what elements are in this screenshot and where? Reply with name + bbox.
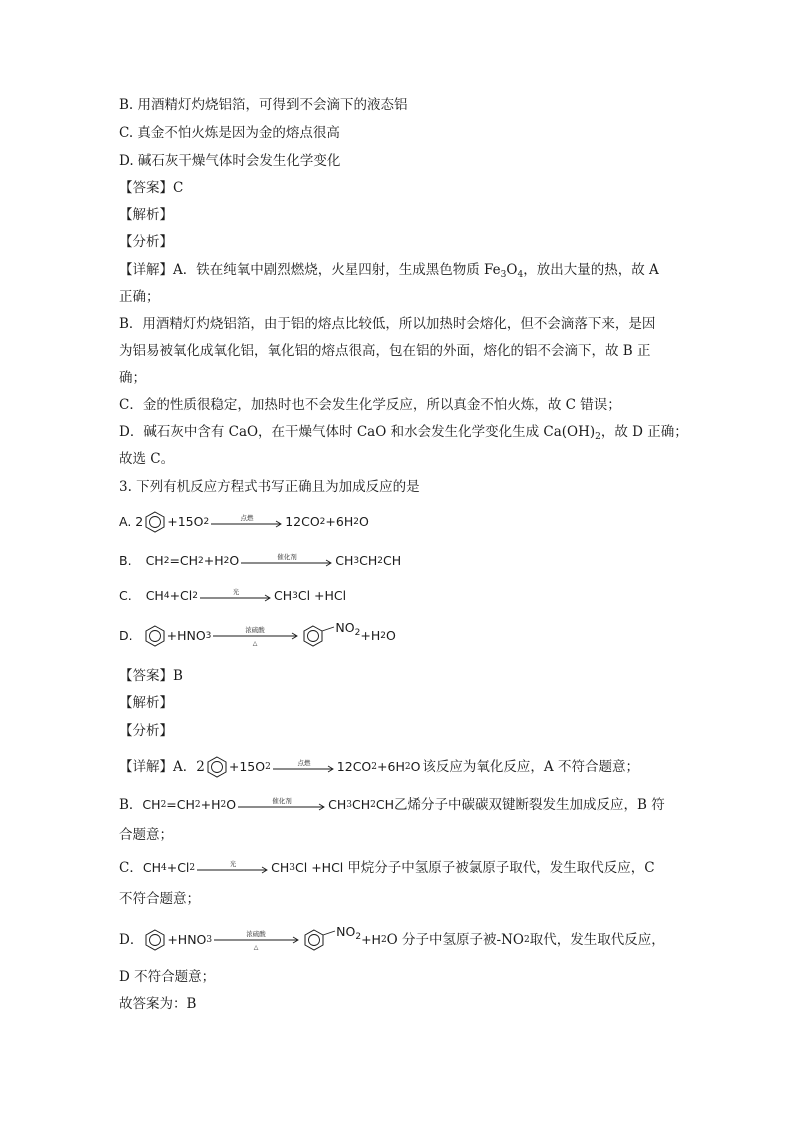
answer-value: C	[173, 180, 184, 196]
reaction-condition: 催化剂	[272, 797, 292, 805]
nitro-group	[335, 619, 360, 637]
benzene-ring-icon	[143, 625, 167, 647]
nitrobenzene-ring-icon	[302, 928, 336, 952]
reactant: +H	[200, 797, 221, 812]
q3-detail-c-line2: 不符合题意；	[119, 891, 200, 907]
detail-label: C．	[119, 860, 143, 876]
reaction-arrow-icon	[198, 586, 274, 606]
detail-d-text: O 分子中氢原子被-NO	[386, 932, 524, 948]
reaction-condition: 点燃	[240, 514, 254, 522]
q2-detail-a	[119, 261, 659, 279]
q3-detail-b: B． CH 2 =CH 2 +H 2 O 催化剂 CH 3 CH 2 CH 乙烯分子中碳碳双键断裂发生加成反应，B 符	[119, 797, 665, 813]
product: 12CO	[336, 759, 372, 774]
q3-detail-b-line2: 合题意；	[119, 827, 173, 843]
answer-value: B	[173, 668, 183, 684]
q2-jiexi-tag: 【解析】	[119, 207, 173, 223]
product: CH	[351, 797, 371, 812]
reaction-arrow-icon	[239, 551, 335, 571]
detail-d-post: ，故 D 正确；	[600, 424, 688, 440]
reactant: CH	[142, 860, 161, 875]
q2-detail-b-line3: 确；	[119, 370, 146, 386]
reaction-condition: 浓硫酸	[245, 626, 266, 634]
sub: 2	[595, 432, 601, 442]
q3-option-a: A. 2 +15O 2 点燃 12CO 2 +6H 2 O	[119, 511, 369, 533]
product2: +6H	[325, 514, 354, 529]
q3-detail-c: C． CH 4 +Cl 2 光 CH 3 Cl +HCl 甲烷分子中氢原子被氯原子取代，发生取代反应，C	[119, 860, 655, 876]
reaction-condition-heat: △	[253, 944, 259, 951]
reaction-arrow-icon	[209, 512, 285, 532]
product: O	[410, 759, 421, 774]
reactant: +HNO	[166, 628, 206, 643]
product: CH	[382, 553, 402, 568]
q2-detail-c: C．金的性质很稳定，加热时也不会发生化学反应，所以真金不怕火炼，故 C 错误；	[119, 397, 621, 413]
reactant: +HNO	[167, 932, 207, 947]
option-label: B.	[119, 553, 132, 568]
detail-tag: 【详解】	[119, 759, 173, 775]
reaction-arrow-icon	[211, 624, 301, 648]
product3: O	[358, 514, 369, 529]
reactant: CH	[145, 553, 164, 568]
no2: NO	[335, 620, 355, 635]
q2-conclusion: 故选 C。	[119, 451, 175, 467]
detail-b-text: 乙烯分子中碳碳双键断裂发生加成反应，B 符	[393, 797, 665, 813]
sub: 3	[500, 270, 507, 280]
product: CH	[375, 797, 394, 812]
detail-tag: 【详解】	[119, 262, 173, 278]
sub: 4	[517, 270, 524, 280]
detail-a-post: ，放出大量的热，故 A	[523, 262, 659, 278]
product: CH	[274, 588, 293, 603]
q3-option-b: B. CH 2 =CH 2 +H 2 O 催化剂 CH 3 CH 2 CH	[119, 551, 401, 571]
reactant: =CH	[169, 553, 199, 568]
q3-detail-d: D． +HNO 3 浓硫酸 △ $NO_2$ +H 2 O 分子中氢原子被-NO 2 取代，发生取代反应，	[119, 924, 665, 951]
reaction-arrow-icon	[236, 795, 328, 815]
q3-option-c: C. CH 4 +Cl 2 光 CH 3 Cl +HCl	[119, 586, 346, 606]
product: CH	[328, 797, 347, 812]
nitro-group	[336, 923, 361, 941]
q3-detail-a: 【详解】 A．2 +15O 2 点燃 12CO 2 +6H 2 O 该反应为氧化反应，A 不符合题意；	[119, 756, 639, 778]
product: +H	[361, 932, 381, 947]
q3-final-answer: 故答案为：B	[119, 996, 197, 1012]
reactant: +Cl	[166, 860, 190, 875]
benzene-ring-icon	[205, 756, 229, 778]
reaction-condition: 催化剂	[277, 553, 297, 561]
q3-detail-d-line2: D 不符合题意；	[119, 969, 216, 985]
nitrobenzene-ring-icon	[301, 624, 335, 648]
q3-fenxi-tag: 【分析】	[119, 723, 173, 739]
reaction-arrow-icon	[271, 757, 337, 777]
detail-a-text: A．铁在纯氧中剧烈燃烧，火星四射，生成黑色物质 Fe	[173, 262, 501, 278]
reaction-condition: 点燃	[297, 759, 311, 767]
detail-d-text: 取代，发生取代反应，	[529, 932, 665, 948]
detail-label: D．	[119, 932, 144, 948]
reaction-condition-heat: △	[253, 640, 258, 647]
detail-a-mid: O	[506, 262, 518, 278]
q3-stem: 3. 下列有机反应方程式书写正确且为加成反应的是	[119, 479, 420, 495]
q3-answer	[119, 667, 183, 685]
answer-tag: 【答案】	[119, 668, 173, 684]
product: 12CO	[285, 514, 320, 529]
option-label: C.	[119, 588, 132, 603]
benzene-ring-icon	[143, 929, 167, 951]
q2-detail-b-line2: 为铝易被氧化成氧化铝，氧化铝的熔点很高，包在铝的外面，熔化的铝不会滴下，故 B 正	[119, 343, 651, 359]
q2-fenxi-tag: 【分析】	[119, 234, 173, 250]
reactant: +H	[203, 553, 224, 568]
detail-d-text: D．碱石灰中含有 CaO，在干燥气体时 CaO 和水会发生化学变化生成 Ca(OH)	[119, 424, 596, 440]
reactant: +15O	[167, 514, 204, 529]
detail-c-text: 甲烷分子中氢原子被氯原子取代，发生取代反应，C	[347, 860, 655, 876]
reactant: +15O	[228, 759, 266, 774]
reaction-arrow-icon	[212, 928, 302, 952]
product: CH	[271, 860, 290, 875]
reaction-condition: 光	[229, 860, 237, 868]
product: CH	[335, 553, 354, 568]
answer-tag: 【答案】	[119, 180, 173, 196]
q3-jiexi-tag: 【解析】	[119, 695, 173, 711]
option-label: D.	[119, 628, 133, 643]
reaction-arrow-icon	[195, 858, 271, 878]
reactant: CH	[142, 797, 161, 812]
q2-option-b: B. 用酒精灯灼烧铝箔，可得到不会滴下的液态铝	[119, 97, 408, 113]
q2-option-c: C. 真金不怕火炼是因为金的熔点很高	[119, 125, 340, 141]
product: +6H	[377, 759, 405, 774]
reactant: O	[229, 553, 240, 568]
reaction-condition: 浓硫酸	[246, 930, 266, 938]
detail-label: B．	[119, 797, 143, 813]
q2-option-d: D. 碱石灰干燥气体时会发生化学变化	[119, 153, 341, 169]
product: Cl +HCl	[297, 588, 347, 603]
sub: 2	[354, 628, 361, 638]
reactant: +Cl	[169, 588, 193, 603]
q2-detail-d	[119, 423, 688, 441]
reactant: O	[226, 797, 237, 812]
detail-a-text: 该反应为氧化反应，A 不符合题意；	[422, 759, 639, 775]
sub: 2	[355, 932, 362, 942]
q2-detail-b-line1: B．用酒精灯灼烧铝箔，由于铝的熔点比较低，所以加热时会熔化，但不会滴落下来，是因	[119, 316, 656, 332]
product: CH	[359, 553, 378, 568]
product: +H	[360, 628, 381, 643]
q2-answer	[119, 179, 183, 197]
option-label: A. 2	[119, 514, 144, 529]
reaction-condition: 光	[232, 588, 240, 596]
q3-option-d: D. +HNO 3 浓硫酸 △ $NO_2$ +H 2 O	[119, 620, 396, 647]
product: O	[385, 628, 396, 643]
reactant: CH	[145, 588, 164, 603]
detail-label: A．2	[173, 759, 205, 775]
q2-detail-a-line2: 正确；	[119, 289, 160, 305]
reactant: =CH	[166, 797, 195, 812]
no2: NO	[336, 924, 356, 939]
product: Cl +HCl	[295, 860, 344, 875]
benzene-ring-icon	[143, 511, 167, 533]
